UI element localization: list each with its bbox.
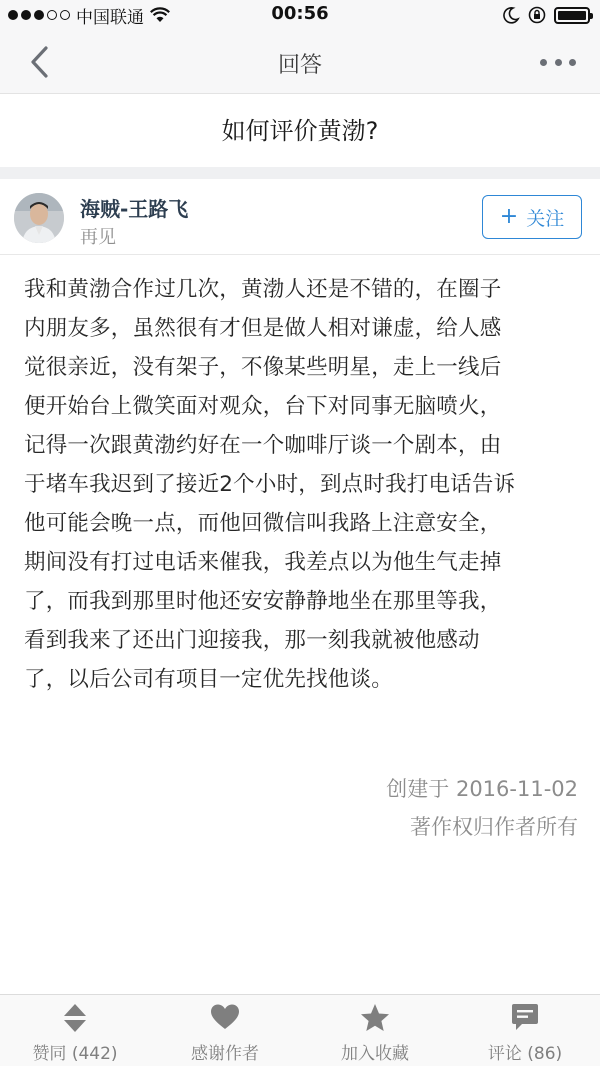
comment-button[interactable] xyxy=(450,995,600,1066)
vote-label: 赞同 (442) xyxy=(32,1044,118,1064)
clock: 00:56 xyxy=(271,3,329,24)
created-date: 创建于 2016-11-02 xyxy=(386,777,578,801)
collect-button[interactable] xyxy=(300,995,450,1066)
status-bar xyxy=(0,0,600,30)
comment-label: 评论 (86) xyxy=(487,1044,563,1064)
thanks-label: 感谢作者 xyxy=(191,1044,259,1064)
comment-icon xyxy=(511,1003,539,1033)
answer-line: 了，以后公司有项目一定优先找他谈。 xyxy=(24,667,393,692)
status-right xyxy=(502,5,590,25)
vote-button[interactable] xyxy=(0,995,150,1066)
follow-button[interactable] xyxy=(482,195,582,239)
answer-line: 于堵车我迟到了接近2个小时，到点时我打电话告诉 xyxy=(24,472,516,497)
vote-arrows-icon xyxy=(62,1003,88,1033)
section-divider xyxy=(0,167,600,179)
more-options-button[interactable] xyxy=(540,50,576,74)
answer-line: 期间没有打过电话来催我，我差点以为他生气走掉 xyxy=(24,550,502,575)
answer-line: 我和黄渤合作过几次，黄渤人还是不错的，在圈子 xyxy=(24,277,502,302)
more-dot-icon xyxy=(555,59,562,66)
answer-line: 内朋友多，虽然很有才但是做人相对谦虚，给人感 xyxy=(24,316,502,341)
rotation-lock-icon xyxy=(528,6,546,24)
avatar-person-icon xyxy=(14,193,64,243)
nav-title: 回答 xyxy=(277,53,322,78)
collect-label: 加入收藏 xyxy=(341,1044,409,1064)
more-dot-icon xyxy=(569,59,576,66)
star-icon xyxy=(360,1003,390,1033)
author-bio: 再见 xyxy=(80,227,116,248)
thanks-button[interactable] xyxy=(150,995,300,1066)
plus-icon: + xyxy=(499,204,519,229)
answer-line: 记得一次跟黄渤约好在一个咖啡厅谈一个剧本，由 xyxy=(24,433,502,458)
answer-line: 便开始台上微笑面对观众，台下对同事无脑喷火， xyxy=(24,394,502,419)
avatar[interactable] xyxy=(14,193,64,243)
answer-line: 他可能会晚一点，而他回微信叫我路上注意安全， xyxy=(24,511,502,536)
answer-line: 觉很亲近，没有架子，不像某些明星，走上一线后 xyxy=(24,355,502,380)
carrier-name: 中国联通 xyxy=(76,7,144,28)
moon-icon xyxy=(502,6,520,24)
heart-icon xyxy=(210,1003,240,1031)
question-title[interactable]: 如何评价黄渤? xyxy=(221,117,379,145)
copyright-notice: 著作权归作者所有 xyxy=(410,815,578,839)
bottom-action-bar xyxy=(0,994,600,1066)
answer-line: 看到我来了还出门迎接我，那一刻我就被他感动 xyxy=(24,628,480,653)
author-name[interactable]: 海贼-王路飞 xyxy=(80,197,189,221)
nav-bar xyxy=(0,30,600,94)
author-row xyxy=(0,179,600,255)
battery-icon xyxy=(554,7,590,24)
answer-meta xyxy=(386,770,578,846)
answer-body xyxy=(24,270,580,699)
more-dot-icon xyxy=(540,59,547,66)
follow-label: 关注 xyxy=(526,207,565,230)
answer-line: 了，而我到那里时他还安安静静地坐在那里等我， xyxy=(24,589,502,614)
